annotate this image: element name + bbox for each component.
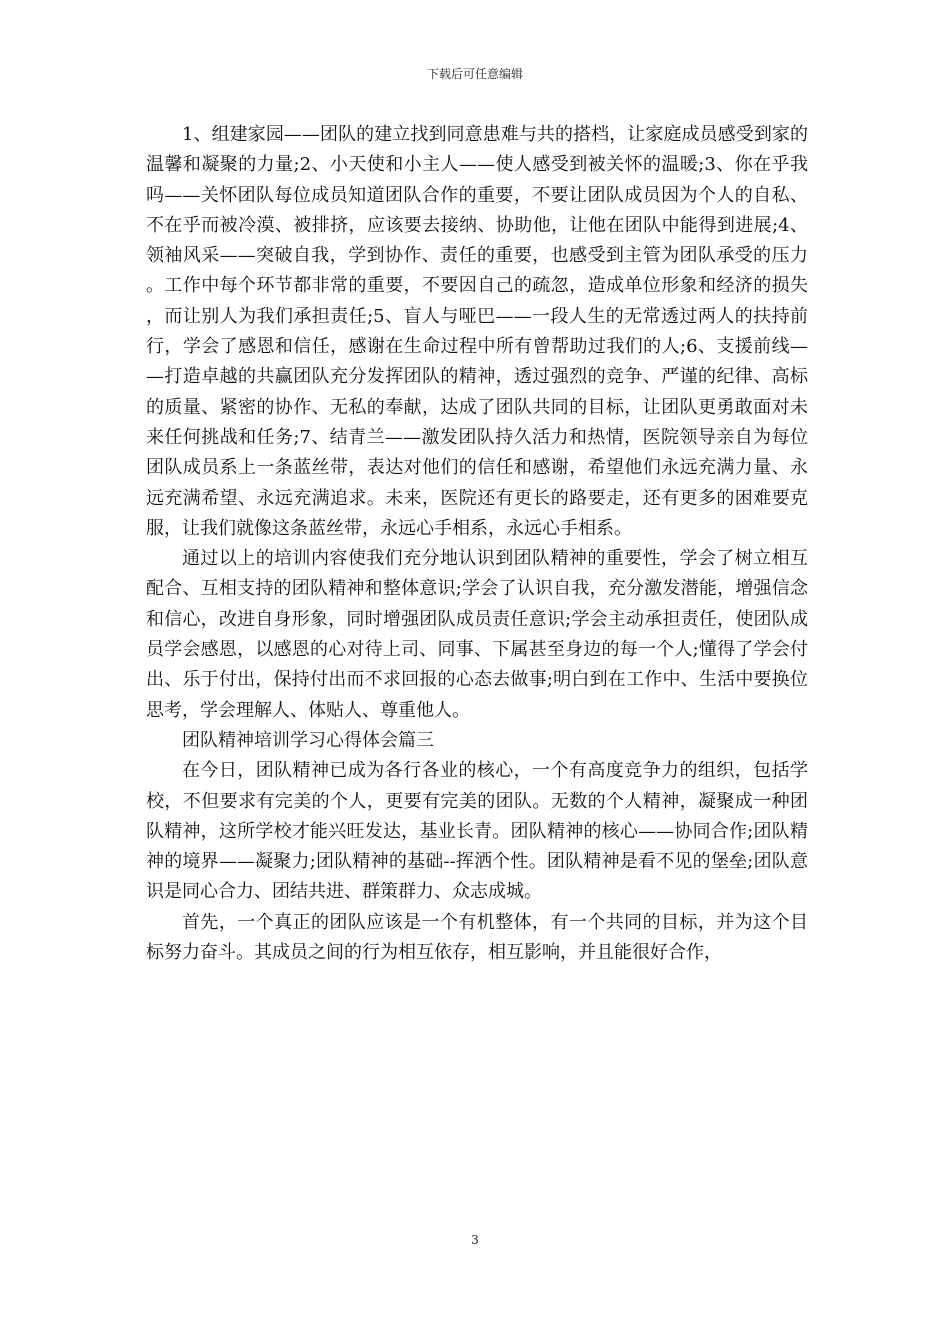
paragraph-team-organism: 首先，一个真正的团队应该是一个有机整体，有一个共同的目标，并为这个目标努力奋斗。其成员之间的行为相互依存，相互影响，并且能很好合作， xyxy=(146,911,808,964)
page-header: 下载后可任意编辑 xyxy=(426,67,523,81)
document-body xyxy=(146,120,808,968)
paragraph-training-outcomes: 通过以上的培训内容使我们充分地认识到团队精神的重要性，学会了树立相互配合、互相支持的团队精神和整体意识;学会了认识自我，充分激发潜能，增强信念和信心，改进自身形象，同时增强团队成员责任意识;学会主动承担责任，使团队成员学会感恩，以感恩的心对待上司、同事、下属甚至身边的每一个人;懂得了学会付出、乐于付出，保持付出而不求回报的心态去做事;明白到在工作中、生活中要换位思考，学会理解人、体贴人、尊重他人。 xyxy=(146,548,808,721)
section-heading: 团队精神培训学习心得体会篇三 xyxy=(182,729,434,751)
paragraph-training-activities: 1、组建家园——团队的建立找到同意患难与共的搭档，让家庭成员感受到家的温馨和凝聚的力量;2、小天使和小主人——使人感受到被关怀的温暖;3、你在乎我吗——关怀团队每位成员知道团队合作的重要，不要让团队成员因为个人的自私、不在乎而被冷漠、被排挤，应该要去接纳、协助他，让他在团队中能得到进展;4、领袖风采——突破自我，学到协作、责任的重要，也感受到主管为团队承受的压力。工作中每个环节都非常的重要，不要因自己的疏忽，造成单位形象和经济的损失，而让别人为我们承担责任;5、盲人与哑巴——一段人生的无常透过两人的扶持前行，学会了感恩和信任，感谢在生命过程中所有曾帮助过我们的人;6、支援前线——打造卓越的共赢团队充分发挥团队的精神，透过强烈的竞争、严谨的纪律、高标的质量、紧密的协作、无私的奉献，达成了团队共同的目标，让团队更勇敢面对未来任何挑战和任务;7、结青兰——激发团队持久活力和热情，医院领导亲自为每位团队成员系上一条蓝丝带，表达对他们的信任和感谢，希望他们永远充满力量、永远充满希望、永远充满追求。未来，医院还有更长的路要走，还有更多的困难要克服，让我们就像这条蓝丝带，永远心手相系，永远心手相系。 xyxy=(146,124,808,539)
paragraph-team-spirit-core: 在今日，团队精神已成为各行各业的核心，一个有高度竞争力的组织，包括学校，不但要求有完美的个人，更要有完美的团队。无数的个人精神，凝聚成一种团队精神，这所学校才能兴旺发达，基业长青。团队精神的核心——协同合作;团队精神的境界——凝聚力;团队精神的基础--挥洒个性。团队精神是看不见的堡垒;团队意识是同心合力、团结共进、群策群力、众志成城。 xyxy=(146,760,808,903)
page-number: 3 xyxy=(471,1233,479,1247)
